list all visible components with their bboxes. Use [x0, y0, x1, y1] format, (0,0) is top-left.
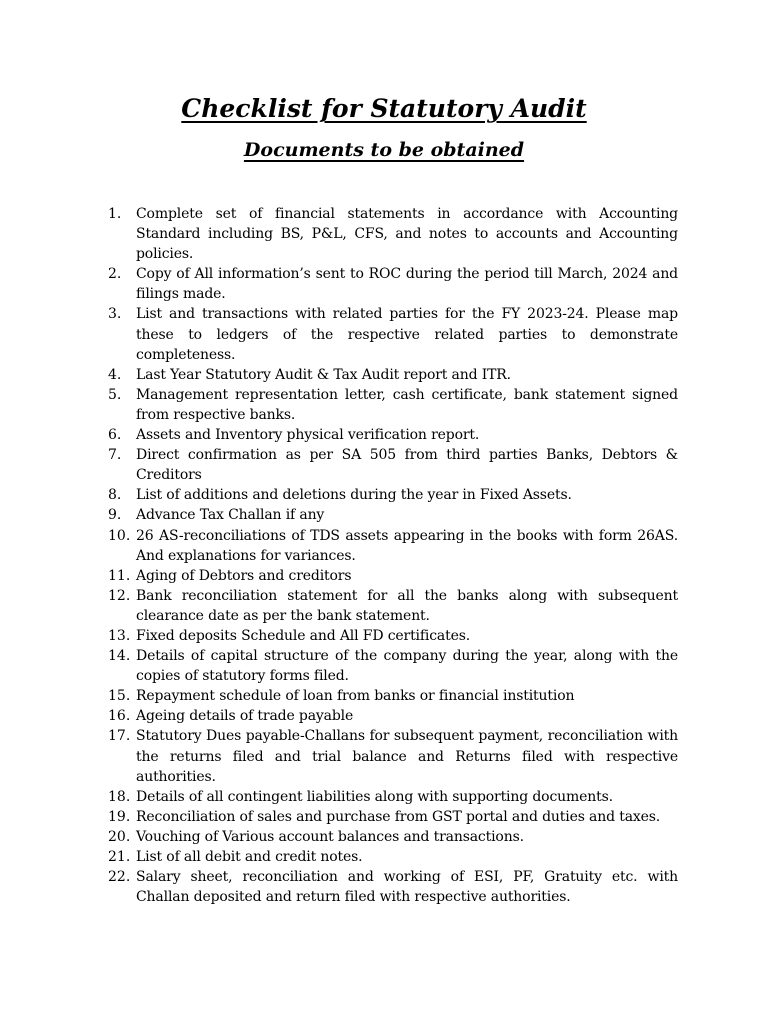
- item-number: 9.: [108, 507, 122, 524]
- item-text: Advance Tax Challan if any: [136, 507, 325, 524]
- list-item: [108, 204, 678, 264]
- list-item: [108, 726, 678, 786]
- item-text: List and transactions with related parties for the FY 2023-24. Please map these to ledgers of the respective related parties to demonstrate completeness.: [136, 306, 678, 363]
- list-item: [108, 706, 678, 726]
- list-item: [108, 566, 678, 586]
- checklist: [108, 204, 678, 907]
- item-text: List of additions and deletions during the year in Fixed Assets.: [136, 487, 572, 504]
- item-number: 15.: [108, 688, 131, 705]
- item-number: 8.: [108, 487, 122, 504]
- item-text: Complete set of financial statements in accordance with Accounting Standard including BS, P&L, CFS, and notes to accounts and Accounting policies.: [136, 206, 678, 263]
- list-item: [108, 646, 678, 686]
- item-text: Vouching of Various account balances and transactions.: [136, 828, 524, 845]
- list-item: [108, 425, 678, 445]
- item-text: List of all debit and credit notes.: [136, 849, 363, 865]
- item-text: 26 AS-reconciliations of TDS assets appearing in the books with form 26AS. And explanations for variances.: [136, 527, 678, 564]
- list-item: [108, 847, 678, 867]
- subtitle-text: Documents to be obtained: [243, 139, 525, 161]
- item-number: 6.: [108, 427, 122, 444]
- item-number: 4.: [108, 366, 122, 383]
- item-number: 13.: [108, 627, 131, 644]
- item-text: Repayment schedule of loan from banks or financial institution: [136, 688, 575, 705]
- item-number: 7.: [108, 447, 122, 464]
- list-item: [108, 526, 678, 566]
- page-subtitle: [0, 136, 768, 164]
- list-item: [108, 787, 678, 807]
- list-item: [108, 586, 678, 626]
- list-item: [108, 304, 678, 364]
- item-number: 11.: [108, 567, 131, 584]
- list-item: [108, 827, 678, 847]
- item-text: Ageing details of trade payable: [136, 708, 354, 725]
- item-number: 12.: [108, 587, 131, 604]
- item-text: Bank reconciliation statement for all the banks along with subsequent clearance date as per the bank statement.: [136, 587, 678, 624]
- item-number: 17.: [108, 728, 131, 745]
- item-number: 21.: [108, 849, 131, 865]
- item-number: 16.: [108, 708, 131, 725]
- item-number: 22.: [108, 869, 131, 886]
- item-text: Details of all contingent liabilities along with supporting documents.: [136, 788, 613, 805]
- list-item: [108, 264, 678, 304]
- item-number: 19.: [108, 808, 131, 825]
- item-text: Assets and Inventory physical verification report.: [136, 427, 480, 444]
- item-number: 18.: [108, 788, 131, 805]
- item-number: 1.: [108, 206, 122, 222]
- list-item: [108, 686, 678, 706]
- list-item: [108, 365, 678, 385]
- item-text: Copy of All information’s sent to ROC during the period till March, 2024 and filings made.: [136, 266, 678, 303]
- item-text: Aging of Debtors and creditors: [136, 567, 352, 584]
- item-number: 5.: [108, 386, 122, 403]
- list-item: [108, 505, 678, 525]
- list-item: [108, 445, 678, 485]
- page-title: [0, 92, 768, 126]
- item-text: Fixed deposits Schedule and All FD certificates.: [136, 627, 471, 644]
- list-item: [108, 385, 678, 425]
- item-number: 2.: [108, 266, 122, 283]
- item-number: 10.: [108, 527, 131, 544]
- list-item: [108, 626, 678, 646]
- list-item: [108, 485, 678, 505]
- item-number: 14.: [108, 648, 131, 665]
- list-item: [108, 807, 678, 827]
- item-number: 20.: [108, 828, 131, 845]
- item-text: Reconciliation of sales and purchase from GST portal and duties and taxes.: [136, 808, 661, 825]
- title-text: Checklist for Statutory Audit: [181, 94, 587, 123]
- item-number: 3.: [108, 306, 122, 323]
- item-text: Direct confirmation as per SA 505 from third parties Banks, Debtors & Creditors: [136, 447, 678, 484]
- item-text: Details of capital structure of the company during the year, along with the copies of statutory forms filed.: [136, 648, 678, 685]
- item-text: Statutory Dues payable-Challans for subsequent payment, reconciliation with the returns filed and trial balance and Returns filed with respective authorities.: [136, 728, 678, 785]
- item-text: Salary sheet, reconciliation and working of ESI, PF, Gratuity etc. with Challan deposited and return filed with respective authorities.: [136, 869, 678, 906]
- item-text: Management representation letter, cash certificate, bank statement signed from respective banks.: [136, 386, 678, 423]
- list-item: [108, 867, 678, 907]
- item-text: Last Year Statutory Audit & Tax Audit report and ITR.: [136, 366, 511, 383]
